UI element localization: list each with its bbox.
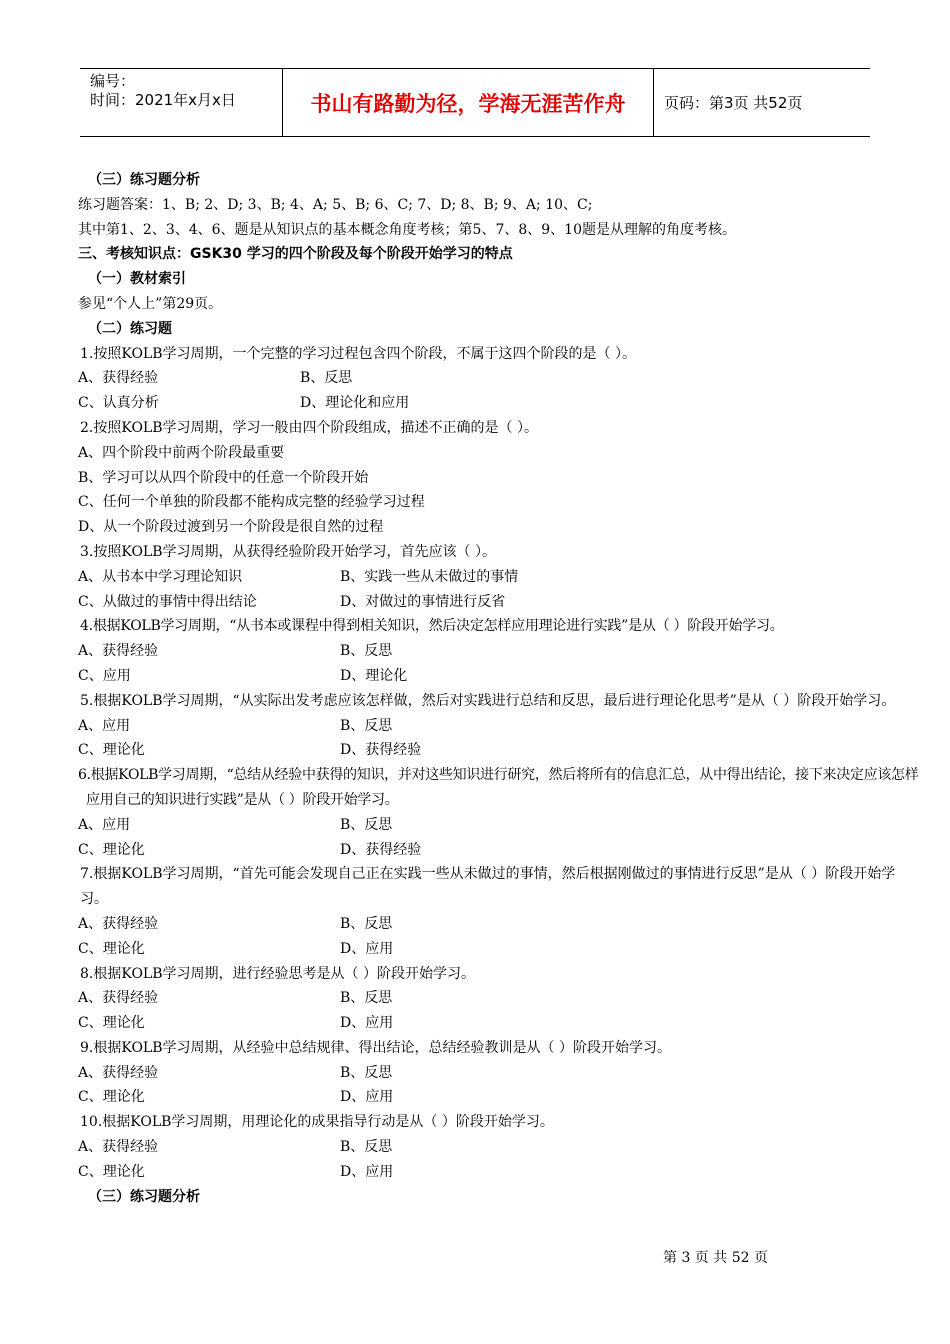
option-row [78,986,918,1011]
option-b: B、反思 [340,643,393,660]
option-c: C、理论化 [78,1015,145,1032]
option-row [78,391,918,416]
option-d: D、对做过的事情进行反省 [340,593,506,610]
option-b: B、反思 [340,1139,393,1156]
option-row [78,565,918,590]
option-c: C、任何一个单独的阶段都不能构成完整的经验学习过程 [78,494,425,511]
option-row [78,366,918,391]
header-motto: 书山有路勤为径，学海无涯苦作舟 [282,69,654,136]
option-a: A、获得经验 [78,370,159,387]
option-b: B、实践一些从未做过的事情 [340,568,519,585]
option-a: A、获得经验 [78,643,159,660]
option-row [78,590,918,615]
option-row [78,1061,918,1086]
option-row [78,714,918,739]
option-b: B、反思 [340,915,393,932]
question-text: 1.按照KOLB学习周期，一个完整的学习过程包含四个阶段，不属于这四个阶段的是（ ）。 [80,345,636,362]
option-c: C、应用 [78,667,131,684]
page-footer: 第 3 页 共 52 页 [663,1250,768,1266]
option-c: C、理论化 [78,1163,145,1180]
knowledge-point-heading: 三、考核知识点：GSK30 学习的四个阶段及每个阶段开始学习的特点 [78,246,513,263]
option-row [78,664,918,689]
option-a: A、应用 [78,816,131,833]
question-text: 5.根据KOLB学习周期，“从实际出发考虑应该怎样做，然后对实践进行总结和反思，最后进行理论化思考”是从（ ）阶段开始学习。 [80,692,896,709]
option-c: C、理论化 [78,1089,145,1106]
option-a: A、获得经验 [78,1064,159,1081]
header-page-label: 页码：第3页 共52页 [664,94,803,112]
header-number-label: 编号： [90,72,136,90]
section-heading: （三）练习题分析 [88,1188,200,1205]
option-c: C、理论化 [78,940,145,957]
option-row [78,639,918,664]
option-d: D、获得经验 [340,841,422,858]
header-time-label: 时间：2021年x月x日 [90,91,236,109]
option-d: D、应用 [340,1015,394,1032]
option-row [78,912,918,937]
option-row [78,1135,918,1160]
question-text: 2.按照KOLB学习周期，学习一般由四个阶段组成，描述不正确的是（ ）。 [80,419,538,436]
answers-line: 练习题答案：1、B; 2、D; 3、B; 4、A; 5、B; 6、C; 7、D; 8、B; 9、A; 10、C; [78,196,593,213]
option-b: B、反思 [300,370,353,387]
option-c: C、理论化 [78,742,145,759]
option-a: A、四个阶段中前两个阶段最重要 [78,444,285,461]
question-text: 8.根据KOLB学习周期，进行经验思考是从（ ）阶段开始学习。 [80,965,475,982]
section-heading: （一）教材索引 [88,271,186,288]
option-row [78,1011,918,1036]
option-b: B、反思 [340,990,393,1007]
page-header [80,68,870,137]
option-d: D、获得经验 [340,742,422,759]
question-text: 9.根据KOLB学习周期，从经验中总结规律、得出结论，总结经验教训是从（ ）阶段开始学习。 [80,1039,671,1056]
section-heading: （三）练习题分析 [88,172,200,188]
question-text: 7.根据KOLB学习周期，“首先可能会发现自己正在实践一些从未做过的事情，然后根据刚做过的事情进行反思”是从（ ）阶段开始学习。 [80,866,896,908]
section-heading: （二）练习题 [88,320,172,337]
question-text: 3.按照KOLB学习周期，从获得经验阶段开始学习，首先应该（ ）。 [80,543,496,560]
reference-line: 参见“个人上”第29页。 [78,295,223,312]
option-row [78,813,918,838]
option-row [78,838,918,863]
question-text: 6.根据KOLB学习周期，“总结从经验中获得的知识，并对这些知识进行研究，然后将所有的信息汇总，从中得出结论，接下来决定应该怎样应用自己的知识进行实践”是从（ ）阶段开始学习。 [78,767,919,808]
option-row [78,1160,918,1185]
question-text: 10.根据KOLB学习周期，用理论化的成果指导行动是从（ ）阶段开始学习。 [80,1114,554,1131]
option-a: A、获得经验 [78,915,159,932]
option-d: D、应用 [340,1163,394,1180]
header-meta [80,69,282,136]
option-b: B、反思 [340,1064,393,1081]
option-c: C、从做过的事情中得出结论 [78,593,257,610]
option-d: D、应用 [340,940,394,957]
option-d: D、从一个阶段过渡到另一个阶段是很自然的过程 [78,519,384,536]
option-d: D、应用 [340,1089,394,1106]
option-a: A、获得经验 [78,1139,159,1156]
option-row [78,1085,918,1110]
option-a: A、获得经验 [78,990,159,1007]
option-a: A、从书本中学习理论知识 [78,568,243,585]
option-d: D、理论化和应用 [300,395,410,412]
option-b: B、学习可以从四个阶段中的任意一个阶段开始 [78,469,369,486]
option-a: A、应用 [78,717,131,734]
question-text: 4.根据KOLB学习周期，“从书本或课程中得到相关知识，然后决定怎样应用理论进行实践”是从（ ）阶段开始学习。 [80,618,784,635]
option-c: C、理论化 [78,841,145,858]
option-b: B、反思 [340,816,393,833]
analysis-line: 其中第1、2、3、4、6、题是从知识点的基本概念角度考核；第5、7、8、9、10题是从理解的角度考核。 [78,221,736,238]
option-c: C、认真分析 [78,395,159,412]
option-row [78,937,918,962]
option-row [78,738,918,763]
option-d: D、理论化 [340,667,408,684]
option-b: B、反思 [340,717,393,734]
document-body [78,168,918,1209]
